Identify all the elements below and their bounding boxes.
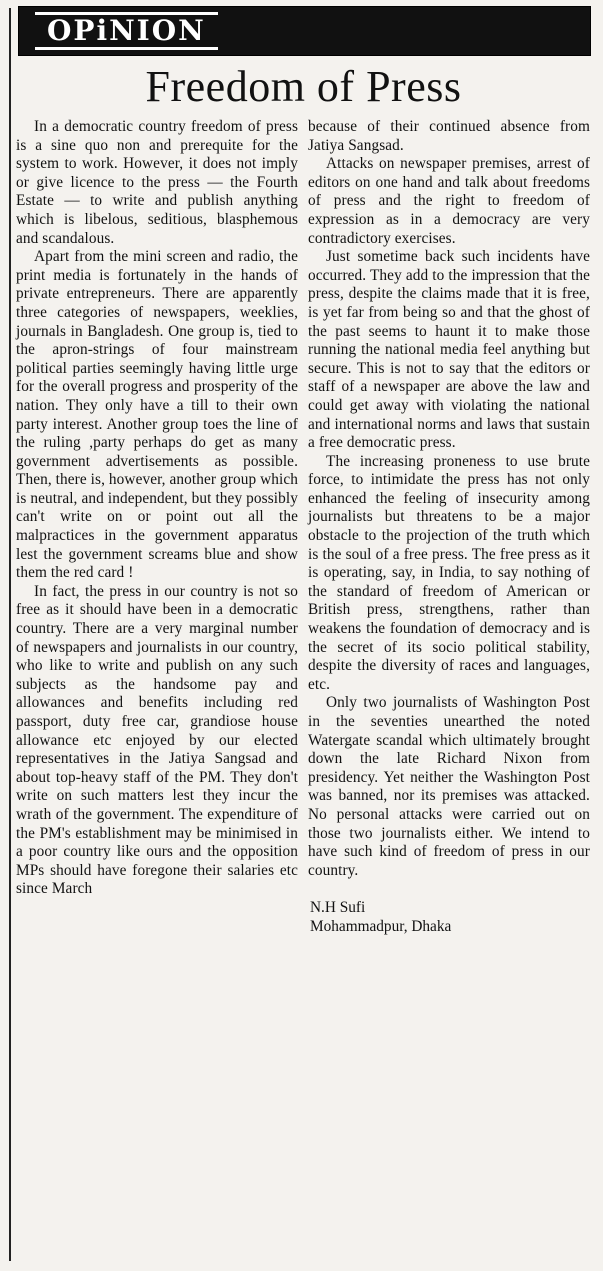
paragraph: Only two journalists of Washington Post in the seventies unearthed the noted Watergate scandal which ultimately brought down the late Richard Nixon from presidency. Yet neither the Washington Post was banned, nor its premises was attacked. No personal attacks were carried out on those two journalists either. We intend to have such kind of freedom of press in our country. <box>308 694 590 879</box>
byline-author: N.H Sufi <box>310 899 366 917</box>
byline <box>308 898 590 936</box>
paragraph: The increasing proneness to use brute force, to intimidate the press has not only enhanced the feeling of insecurity among journalists but threatens to be a major obstacle to the projection of the truth which is the soul of a free press. The free press as it is operating, say, in India, to say nothing of the standard of freedom of American or British press, strengthens, rather than weakens the foundation of democracy and is the secret of its socio political stability, despite the diversity of races and languages, etc. <box>308 452 590 693</box>
paragraph: Just sometime back such incidents have occurred. They add to the impression that the press, despite the claims made that it is free, is yet far from being so and that the ghost of the past seems to haunt it to make those running the national media feel anything but secure. This is not to say that the editors or staff of a newspaper are above the law and could get away with violating the national and international norms and laws that sustain a free democratic press. <box>308 248 590 452</box>
paragraph-continuation: because of their continued absence from Jatiya Sangsad. <box>308 118 590 154</box>
paragraph: Apart from the mini screen and radio, the print media is fortunately in the hands of private entrepreneurs. There are apparently three categories of newspapers, weeklies, journals in Bangladesh. One group is, tied to the apron-strings of four mainstream political parties seemingly having little urge for the overall progress and prosperity of the nation. They only have a till to their own party interest. Another group toes the line of the ruling ,party perhaps do get as many government advertisements as possible. Then, there is, however, another group which is neutral, and independent, but they possibly can't write on or point out all the malpractices in the government apparatus lest the government screams blue and show them the red card ! <box>16 248 299 582</box>
byline-location: Mohammadpur, Dhaka <box>310 918 452 936</box>
column-rule <box>9 8 11 1261</box>
headline: Freedom of Press <box>145 62 462 111</box>
paragraph: In a democratic country freedom of press is a sine quo non and prerequite for the system to work. However, it does not imply or give licence to the press — the Fourth Estate — to write and publish anything which is libelous, seditious, blasphemous and scandalous. <box>16 118 298 247</box>
article-body <box>16 118 591 936</box>
section-banner <box>18 6 591 56</box>
paragraph: Attacks on newspaper premises, arrest of editors on one hand and talk about freedoms of press and the right to freedom of expression as in a democracy are very contradictory exercises. <box>308 155 590 247</box>
right-column <box>308 118 590 936</box>
left-column <box>16 118 298 936</box>
paragraph: In fact, the press in our country is not so free as it should have been in a democratic country. There are a very marginal number of newspapers and journalists in our country, who like to write and publish on any such subjects as the handsome pay and allowances and benefits including red passport, duty free car, grandiose house allowance etc enjoyed by our elected representatives in the Jatiya Sangsad and about top-heavy staff of the PM. They don't write on such matters lest they incur the wrath of the government. The expenditure of the PM's establishment may be minimised in a poor country like ours and the opposition MPs should have foregone their salaries etc since March <box>16 582 298 898</box>
section-label: OPiNION <box>35 12 218 50</box>
